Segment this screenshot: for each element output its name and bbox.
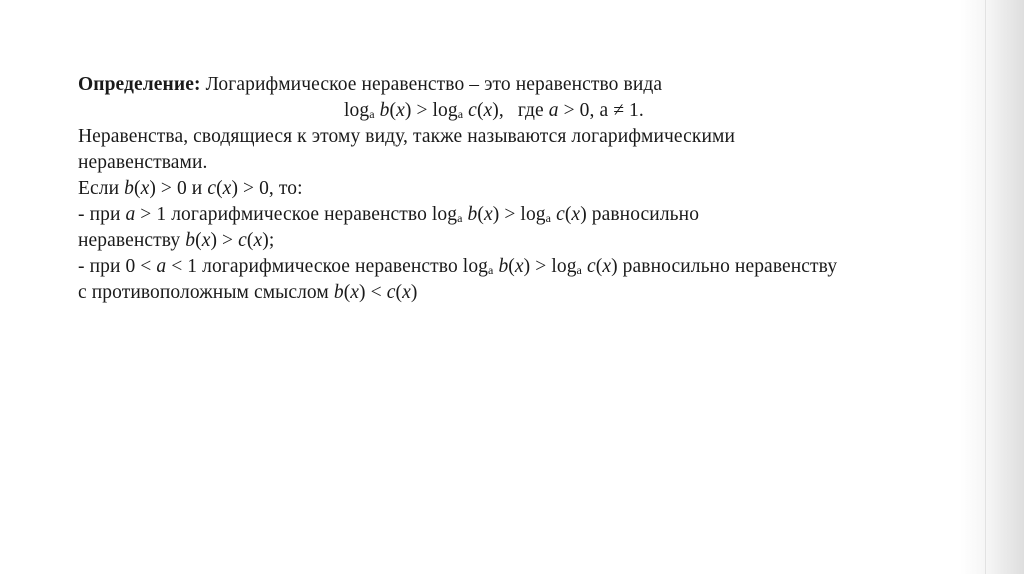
log-symbol: log [551, 256, 577, 277]
c-function: c [238, 230, 247, 251]
case-a-gt-1-line: - при a > 1 логарифмическое неравенство $\log_a b(x) > \log_a c(x)$ равносильно [78, 204, 700, 225]
case-a-gt-1-result: неравенству b(x) > c(x); [78, 230, 275, 251]
condition-tail: > 0, а ≠ 1. [558, 100, 644, 121]
a-var: a [125, 204, 136, 225]
gt-sign: > [504, 204, 516, 225]
c-function: c [586, 256, 596, 277]
b-function: b [333, 282, 344, 303]
a-var: a [548, 100, 559, 121]
c-function: c [207, 178, 217, 199]
log-base: a [457, 211, 463, 225]
x-var: x [396, 100, 405, 121]
b-function: b [185, 230, 196, 251]
log-symbol: log [344, 100, 370, 121]
x-var: x [483, 204, 493, 225]
text: Если [78, 178, 125, 199]
case-a-lt-1-result: с противоположным смыслом b(x) < c(x) [78, 282, 418, 303]
text: неравенству [78, 230, 186, 251]
text: - при [78, 204, 126, 225]
gt-sign: > [535, 256, 547, 277]
x-var: x [222, 178, 232, 199]
b-function: b [498, 256, 509, 277]
x-var: x [483, 100, 493, 121]
case-a-lt-1-line: - при 0 < a < 1 логарифмическое неравенство $\log_a b(x) > \log_a c(x)$ равносильно неравенству [78, 256, 838, 277]
b-function: b [467, 204, 478, 225]
log-base: a [457, 107, 464, 121]
text: с противоположным смыслом [78, 282, 334, 303]
x-var: x [514, 256, 524, 277]
text: > 0, то: [238, 178, 303, 199]
x-var: x [350, 282, 360, 303]
x-var: x [201, 230, 211, 251]
condition-line: Если b(x) > 0 и c(x) > 0, то: [78, 178, 303, 199]
x-var: x [571, 204, 581, 225]
log-symbol: log [431, 204, 458, 225]
text: > 1 логарифмическое неравенство [135, 204, 432, 225]
gt-sign: > [222, 230, 234, 251]
b-function: b [379, 100, 390, 121]
text-line-3: Неравенства, сводящиеся к этому виду, также называются логарифмическими [78, 126, 736, 147]
log-symbol: log [462, 256, 489, 277]
log-base: a [369, 107, 375, 121]
text: - при 0 < [78, 256, 157, 277]
c-function: c [468, 100, 477, 121]
text-line-4: неравенствами. [78, 152, 208, 173]
log-symbol: log [432, 100, 458, 121]
gt-sign: > [416, 100, 428, 121]
log-symbol: log [520, 204, 546, 225]
log-base: a [576, 263, 582, 277]
lt-sign: < [370, 282, 382, 303]
text: < 1 логарифмическое неравенство [166, 256, 463, 277]
text: > 0 и [155, 178, 208, 199]
text: равносильно неравенству [617, 256, 838, 277]
where-word: где [517, 100, 544, 121]
formula-line: $\log_a b(x) > \log_a c(x)$, где a > 0, а ≠ 1. [344, 100, 644, 121]
text: ; [268, 230, 275, 251]
page-edge-line [985, 0, 986, 574]
a-var: a [156, 256, 167, 277]
x-var: x [602, 256, 612, 277]
x-var: x [253, 230, 263, 251]
x-var: x [402, 282, 411, 303]
c-function: c [556, 204, 565, 225]
log-base: a [488, 263, 494, 277]
text: равносильно [586, 204, 700, 225]
definition-text-block [78, 72, 978, 306]
b-function: b [124, 178, 134, 199]
definition-label: Определение: [78, 74, 201, 95]
log-base: a [545, 211, 552, 225]
definition-text: Логарифмическое неравенство – это неравенство вида [200, 74, 663, 95]
x-var: x [140, 178, 150, 199]
definition-line [78, 72, 978, 98]
c-function: c [386, 282, 396, 303]
